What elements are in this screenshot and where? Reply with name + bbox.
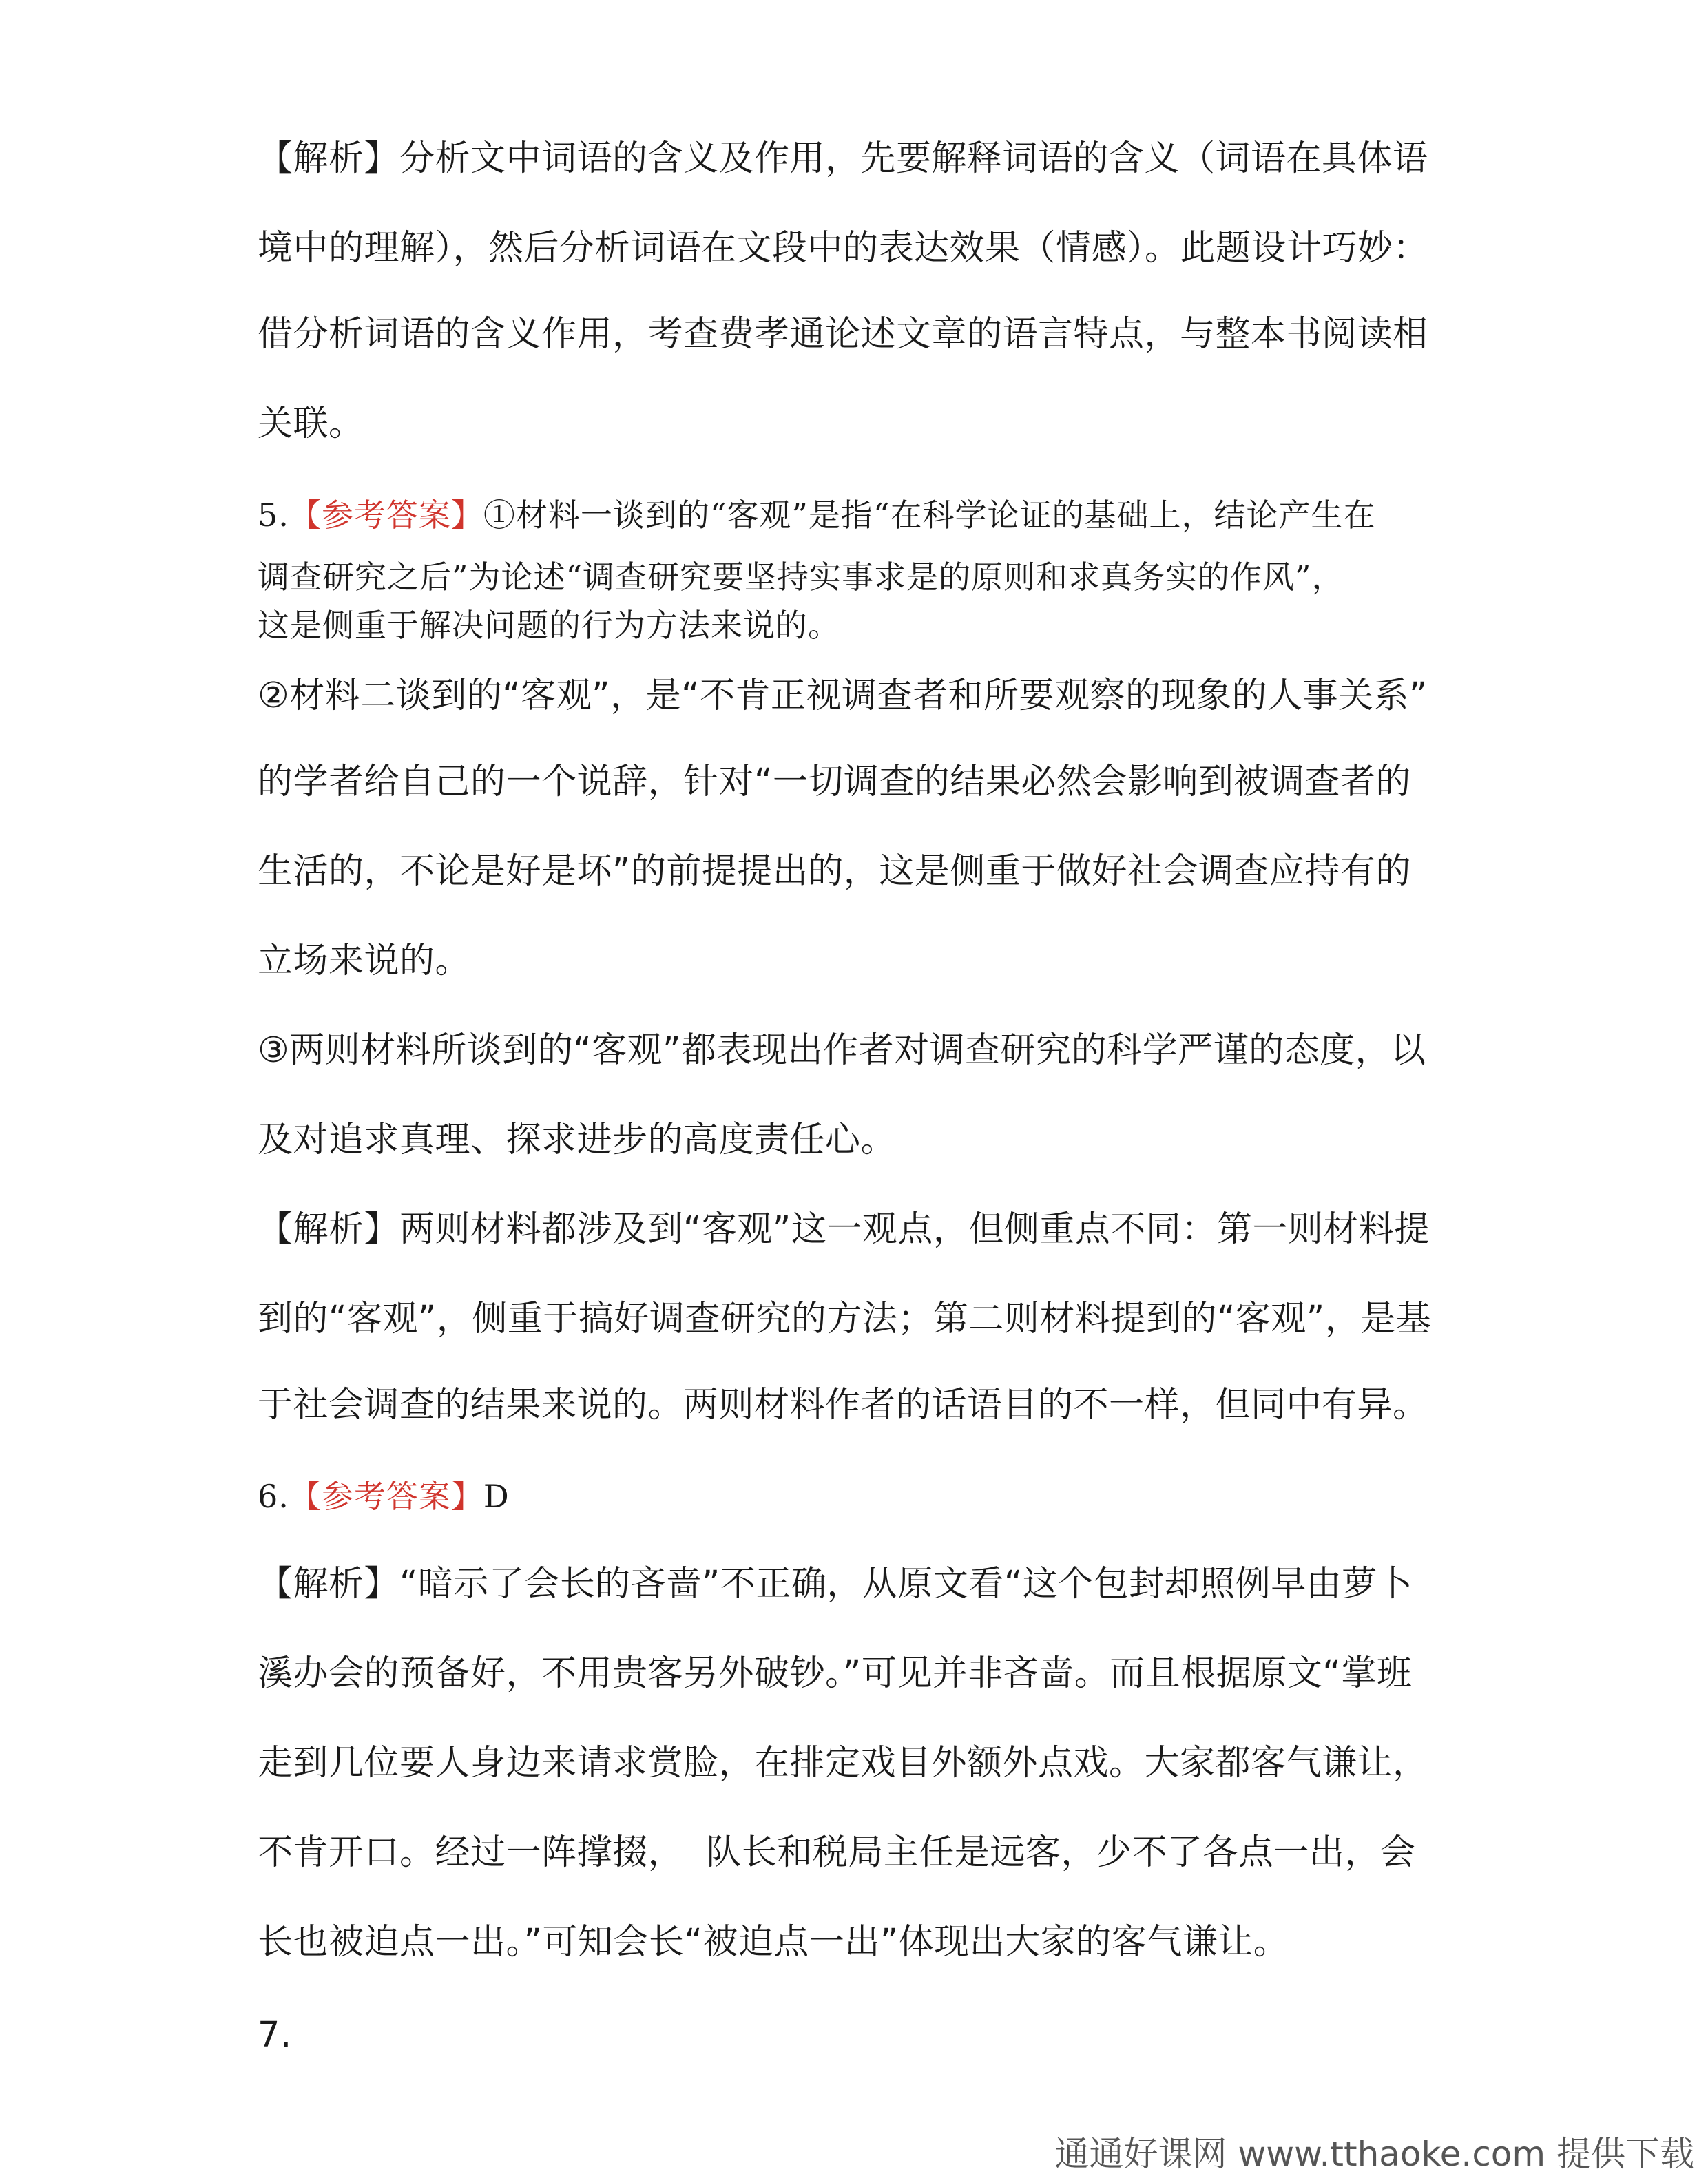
q5-answer-text: ①材料一谈到的“客观”是指“在科学论证的基础上，结论产生在 [483, 496, 1376, 534]
q6-analysis-line-3: 走到几位要人身边来请求赏脸，在排定戏目外额外点戏。大家都客气谦让， [258, 1743, 1428, 1783]
q6-analysis-line-4: 不肯开口。经过一阵撑掇， 队长和税局主任是远客，少不了各点一出，会 [258, 1832, 1416, 1873]
q6-answer-tag: 【参考答案】 [289, 1478, 483, 1515]
q6-answer-line [258, 1478, 510, 1515]
q5-point-3-line-1: ③两则材料所谈到的“客观”都表现出作者对调查研究的科学严谨的态度，以 [258, 1030, 1426, 1071]
q5-answer-line-2: 调查研究之后”为论述“调查研究要坚持实事求是的原则和求真务实的作风”， [258, 558, 1344, 596]
q5-analysis-line-1: 【解析】两则材料都涉及到“客观”这一观点，但侧重点不同：第一则材料提 [258, 1209, 1430, 1250]
q6-analysis-line-2: 溪办会的预备好，不用贵客另外破钞。”可见并非吝啬。而且根据原文“掌班 [258, 1653, 1413, 1694]
q7-number: 7. [258, 2015, 292, 2055]
q5-answer-line-3: 这是侧重于解决问题的行为方法来说的。 [258, 607, 840, 644]
q6-analysis-line-5: 长也被迫点一出。”可知会长“被迫点一出”体现出大家的客气谦让。 [258, 1922, 1289, 1963]
q6-answer-value: D [483, 1478, 510, 1515]
analysis-4-line-3: 借分析词语的含义作用，考查费孝通论述文章的语言特点，与整本书阅读相 [258, 314, 1428, 355]
q5-point-2-line-3: 生活的，不论是好是坏”的前提提出的，这是侧重于做好社会调查应持有的 [258, 851, 1411, 892]
analysis-4-line-2: 境中的理解），然后分析词语在文段中的表达效果（情感）。此题设计巧妙： [258, 228, 1429, 269]
analysis-4-line-4: 关联。 [258, 404, 364, 444]
q5-analysis-line-2: 到的“客观”，侧重于搞好调查研究的方法；第二则材料提到的“客观”，是基 [258, 1299, 1432, 1339]
q5-point-3-line-2: 及对追求真理、探求进步的高度责任心。 [258, 1120, 897, 1160]
q5-point-2-line-1: ②材料二谈到的“客观”，是“不肯正视调查者和所要观察的现象的人事关系” [258, 676, 1428, 716]
q5-point-2-line-2: 的学者给自己的一个说辞，针对“一切调查的结果必然会影响到被调查者的 [258, 762, 1411, 802]
q5-answer-tag: 【参考答案】 [289, 496, 483, 534]
watermark-footer: 通通好课网 www.tthaoke.com 提供下载 [1054, 2134, 1694, 2174]
q5-point-2-line-4: 立场来说的。 [258, 941, 471, 981]
q6-number: 6. [258, 1478, 289, 1515]
q5-number: 5. [258, 496, 289, 534]
q6-analysis-line-1: 【解析】“暗示了会长的吝啬”不正确，从原文看“这个包封却照例早由萝卜 [258, 1564, 1413, 1604]
q5-answer-line-1 [258, 496, 1376, 534]
analysis-4-line-1: 【解析】分析文中词语的含义及作用，先要解释词语的含义（词语在具体语 [258, 138, 1428, 179]
q5-analysis-line-3: 于社会调查的结果来说的。两则材料作者的话语目的不一样，但同中有异。 [258, 1385, 1428, 1425]
